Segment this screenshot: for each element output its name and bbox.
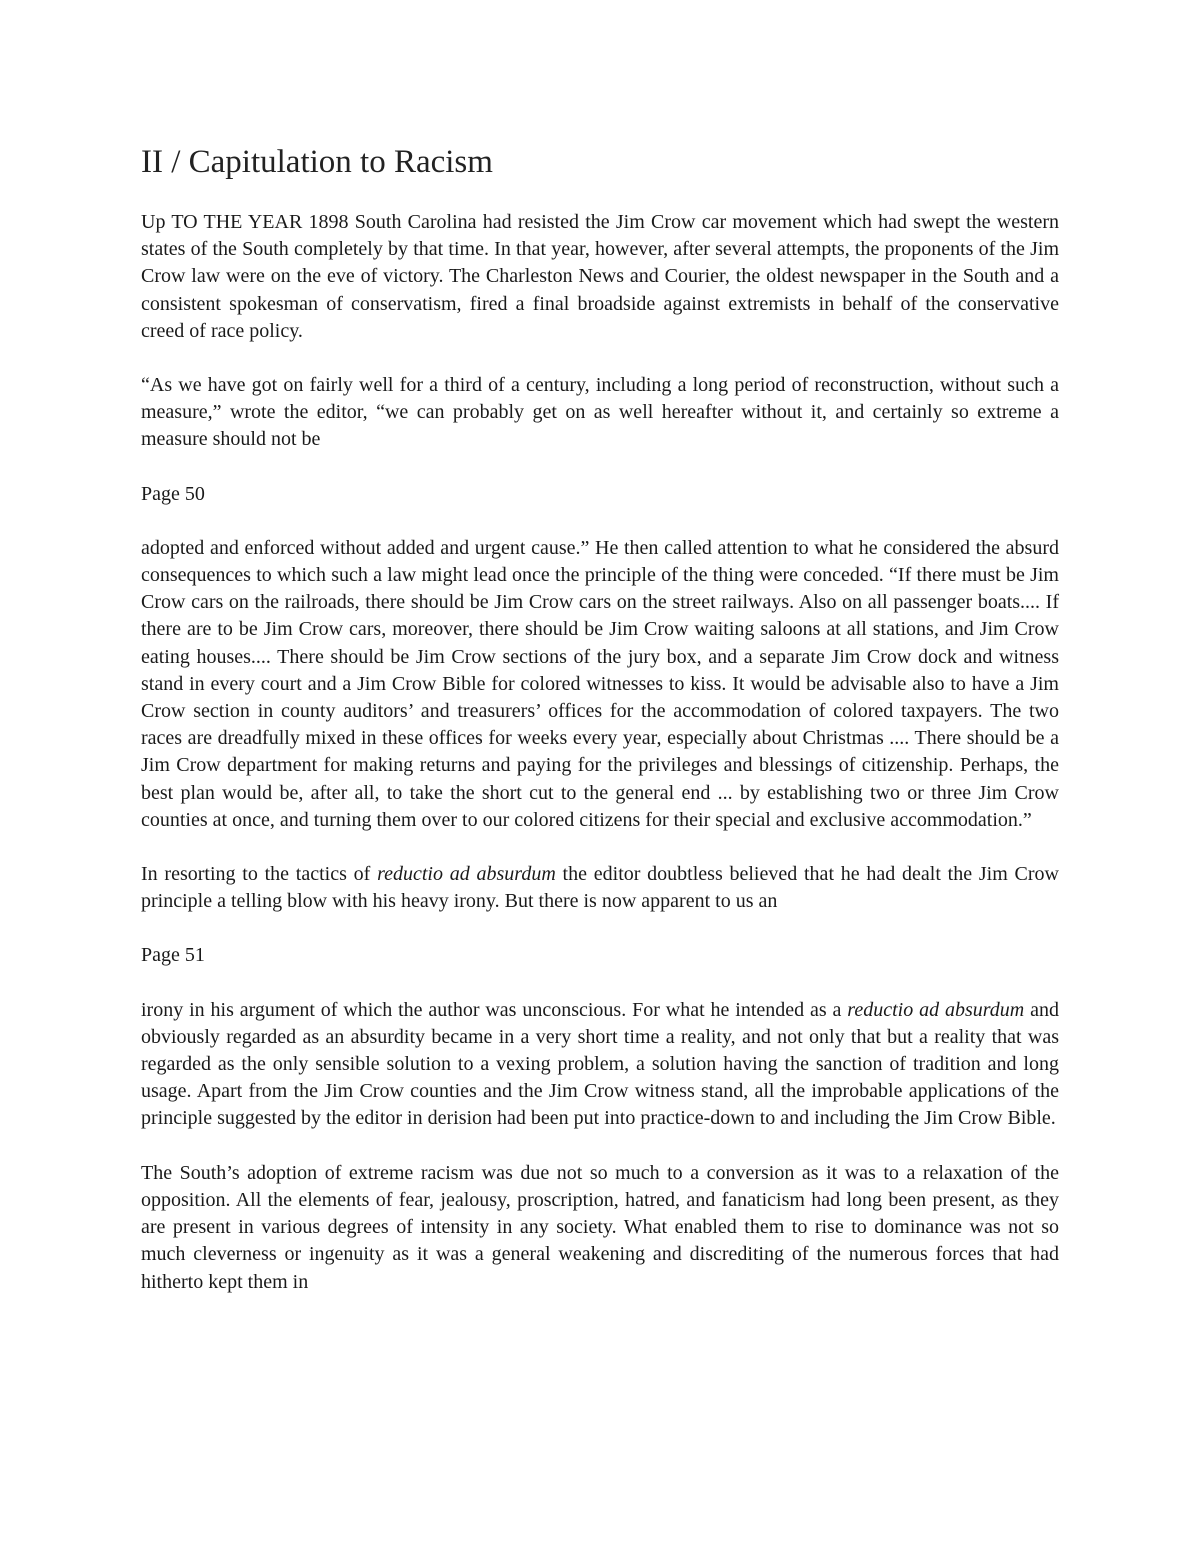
- text-span: the editor doubtless believed that he had dealt the Jim Crow principle a telling blow with his heavy irony. But there is now apparent to us an: [141, 863, 1059, 913]
- paragraph-intro: Up TO THE YEAR 1898 South Carolina had resisted the Jim Crow car movement which had swept the western states of the South completely by that time. In that year, however, after several attempts, the proponents of the Jim Crow law were on the eve of victory. The Charleston News and Courier, the oldest newspaper in the South and a consistent spokesman of conservatism, fired a final broadside against extremists in behalf of the conservative creed of race policy.: [141, 211, 1059, 342]
- text-span: In resorting to the tactics of: [141, 863, 378, 886]
- page-number-51: Page 51: [141, 944, 205, 967]
- paragraph-irony: [141, 997, 1059, 1133]
- italic-term: reductio ad absurdum: [847, 998, 1025, 1021]
- text-span: and obviously regarded as an absurdity became in a very short time a reality, and not only that but a reality that was regarded as the only sensible solution to a vexing problem, a solution having the sanction of tradition and long usage. Apart from the Jim Crow counties and the Jim Crow witness stand, all the improbable applications of the principle suggested by the editor in derision had been put into practice-down to and including the Jim Crow Bible.: [141, 998, 1059, 1130]
- paragraph-reductio: [141, 861, 1059, 915]
- italic-term: reductio ad absurdum: [377, 863, 556, 886]
- text-span: irony in his argument of which the author was unconscious. For what he intended as a: [141, 998, 848, 1021]
- paragraph-editor-quote: “As we have got on fairly well for a third of a century, including a long period of reconstruction, without such a measure,” wrote the editor, “we can probably get on as well hereafter without it, and certainly so extreme a measure should not be: [141, 374, 1059, 451]
- page-number-50: Page 50: [141, 482, 205, 505]
- paragraph-extreme-racism: The South’s adoption of extreme racism was due not so much to a conversion as it was to a relaxation of the opposition. All the elements of fear, jealousy, proscription, hatred, and fanaticism had long been present, as they are present in various degrees of intensity in any society. What enabled them to rise to dominance was not so much cleverness or ingenuity as it was a general weakening and discrediting of the numerous forces that had hitherto kept them in: [141, 1161, 1059, 1293]
- paragraph-absurd-consequences: adopted and enforced without added and urgent cause.” He then called attention to what he considered the absurd consequences to which such a law might lead once the principle of the thing were conceded. “If there must be Jim Crow cars on the railroads, there should be Jim Crow cars on the street railways. Also on all passenger boats.... If there are to be Jim Crow cars, moreover, there should be Jim Crow waiting saloons at all stations, and Jim Crow eating houses.... There should be Jim Crow sections of the jury box, and a separate Jim Crow dock and witness stand in every court and a Jim Crow Bible for colored witnesses to kiss. It would be advisable also to have a Jim Crow section in county auditors’ and treasurers’ offices for the accommodation of colored taxpayers. The two races are dreadfully mixed in these offices for weeks every year, especially about Christmas .... There should be a Jim Crow department for making returns and paying for the privileges and blessings of citizenship. Perhaps, the best plan would be, after all, to take the short cut to the general end ... by establishing two or three Jim Crow counties at once, and turning them over to our colored citizens for their special and exclusive accommodation.”: [141, 536, 1059, 831]
- chapter-title: II / Capitulation to Racism: [141, 144, 493, 180]
- document-page: [141, 130, 1059, 1296]
